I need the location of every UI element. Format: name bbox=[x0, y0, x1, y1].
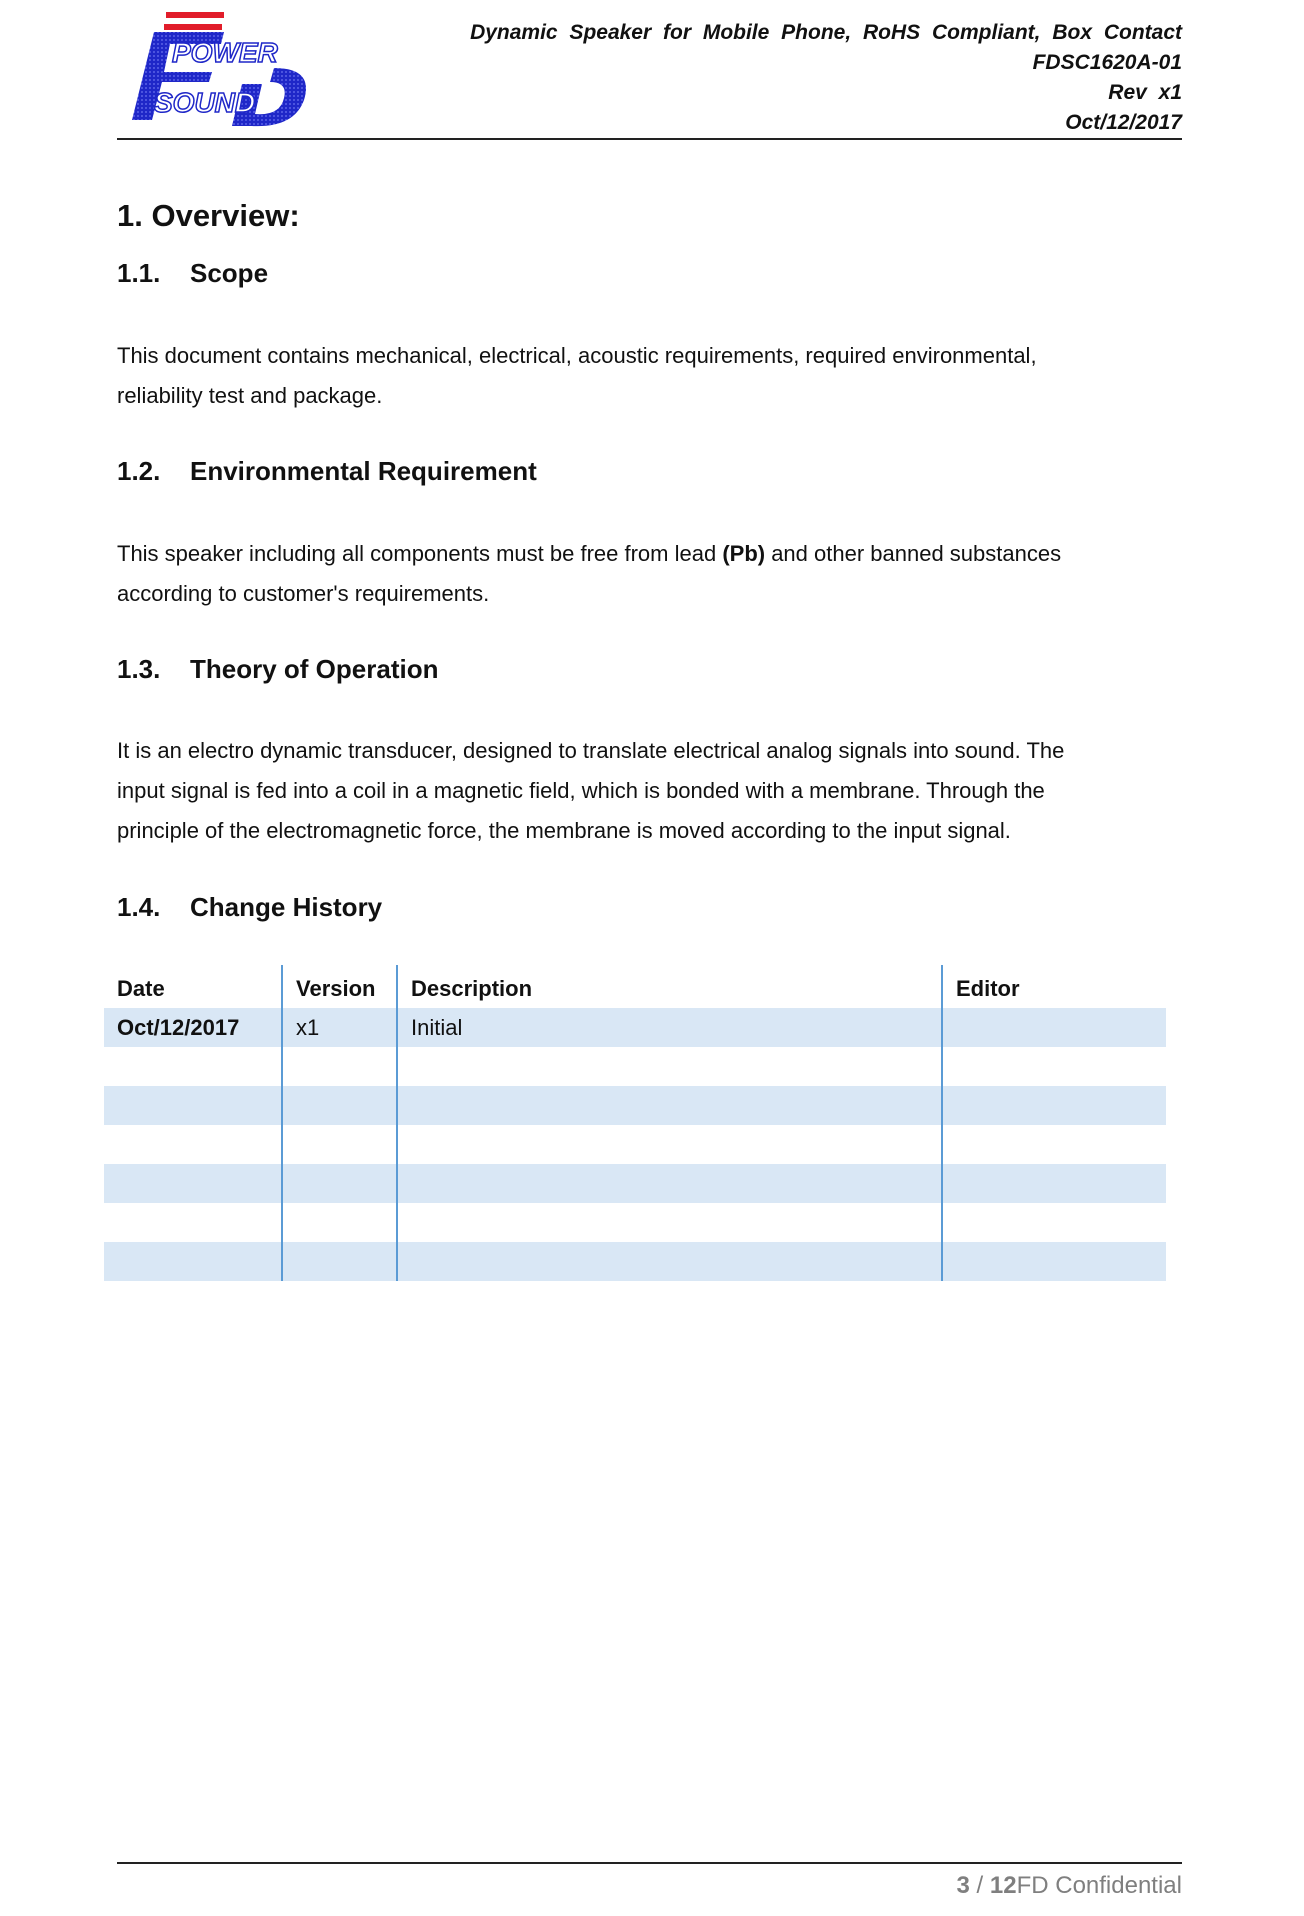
cell-editor bbox=[942, 1164, 1166, 1203]
confidential-label: FD Confidential bbox=[1016, 1872, 1182, 1899]
page-separator: / bbox=[969, 1872, 990, 1899]
subsection-number: 1.2. bbox=[117, 456, 161, 486]
cell-editor bbox=[942, 1125, 1166, 1164]
column-header-date: Date bbox=[117, 975, 165, 1001]
cell-editor bbox=[942, 1008, 1166, 1047]
cell-version bbox=[282, 1086, 397, 1125]
document-header bbox=[470, 18, 1182, 138]
cell-version: x1 bbox=[282, 1008, 397, 1047]
theory-paragraph: It is an electro dynamic transducer, designed to translate electrical analog signals into sound. The input signal is fed into a coil in a magnetic field, which is bonded with a membrane. Through the principle of the electromagnetic force, the membrane is moved according to the input signal. bbox=[117, 738, 1065, 843]
environmental-paragraph bbox=[117, 534, 1117, 614]
subsection-number: 1.1. bbox=[117, 258, 161, 288]
subsection-heading-change-history bbox=[117, 892, 382, 923]
cell-description bbox=[397, 1125, 942, 1164]
subsection-heading-environmental bbox=[117, 456, 537, 487]
revision: Rev x1 bbox=[1108, 81, 1182, 104]
cell-editor bbox=[942, 1203, 1166, 1242]
cell-date bbox=[104, 1164, 282, 1203]
scope-paragraph: This document contains mechanical, electrical, acoustic requirements, required environmental, reliability test and package. bbox=[117, 343, 1037, 408]
footer-divider bbox=[117, 1862, 1182, 1864]
cell-version bbox=[282, 1203, 397, 1242]
column-header-description: Description bbox=[397, 965, 942, 1008]
table-row bbox=[104, 1203, 1166, 1242]
subsection-heading-scope bbox=[117, 258, 268, 289]
column-header-editor: Editor bbox=[942, 965, 1166, 1008]
table-row bbox=[104, 1164, 1166, 1203]
subsection-number: 1.4. bbox=[117, 892, 161, 922]
cell-version bbox=[282, 1242, 397, 1281]
logo-text-top: POWER bbox=[172, 37, 278, 68]
cell-editor bbox=[942, 1047, 1166, 1086]
cell-version bbox=[282, 1164, 397, 1203]
cell-description bbox=[397, 1164, 942, 1203]
section-heading-overview: 1. Overview: bbox=[117, 198, 300, 233]
cell-description: Initial bbox=[397, 1008, 942, 1047]
header-divider bbox=[117, 138, 1182, 140]
cell-date bbox=[104, 1125, 282, 1164]
document-date: Oct/12/2017 bbox=[1065, 111, 1182, 134]
page-number: 3 bbox=[956, 1872, 970, 1899]
cell-date bbox=[104, 1203, 282, 1242]
logo-text-bottom: SOUND bbox=[154, 87, 256, 118]
table-row bbox=[104, 1125, 1166, 1164]
power-sound-logo bbox=[124, 10, 324, 130]
subsection-heading-theory bbox=[117, 654, 438, 685]
subsection-title: Scope bbox=[190, 258, 269, 288]
cell-date: Oct/12/2017 bbox=[104, 1008, 282, 1047]
subsection-title: Environmental Requirement bbox=[190, 456, 537, 486]
cell-date bbox=[104, 1242, 282, 1281]
column-header-version: Version bbox=[282, 965, 397, 1008]
cell-date bbox=[104, 1086, 282, 1125]
table-row bbox=[104, 1242, 1166, 1281]
subsection-title: Theory of Operation bbox=[190, 654, 439, 684]
table-row bbox=[104, 1047, 1166, 1086]
subsection-number: 1.3. bbox=[117, 654, 161, 684]
cell-editor bbox=[942, 1242, 1166, 1281]
cell-description bbox=[397, 1086, 942, 1125]
document-title: Dynamic Speaker for Mobile Phone, RoHS Compliant, Box Contact bbox=[470, 21, 1182, 44]
cell-version bbox=[282, 1047, 397, 1086]
table-row bbox=[104, 1086, 1166, 1125]
cell-description bbox=[397, 1242, 942, 1281]
part-number: FDSC1620A-01 bbox=[1032, 51, 1182, 74]
cell-date bbox=[104, 1047, 282, 1086]
environmental-text-end: and other banned substances according to customer's requirements. bbox=[117, 541, 1062, 606]
cell-description bbox=[397, 1047, 942, 1086]
subsection-title: Change History bbox=[190, 892, 383, 922]
page-total: 12 bbox=[989, 1872, 1017, 1899]
table-header-row bbox=[104, 965, 1166, 1008]
cell-description bbox=[397, 1203, 942, 1242]
change-history-table bbox=[104, 965, 1166, 1281]
environmental-text-start: This speaker including all components must be free from lead bbox=[117, 541, 723, 566]
lead-symbol: (Pb) bbox=[722, 541, 766, 566]
page-footer bbox=[957, 1872, 1183, 1900]
table-row bbox=[104, 1008, 1166, 1047]
cell-version bbox=[282, 1125, 397, 1164]
cell-editor bbox=[942, 1086, 1166, 1125]
